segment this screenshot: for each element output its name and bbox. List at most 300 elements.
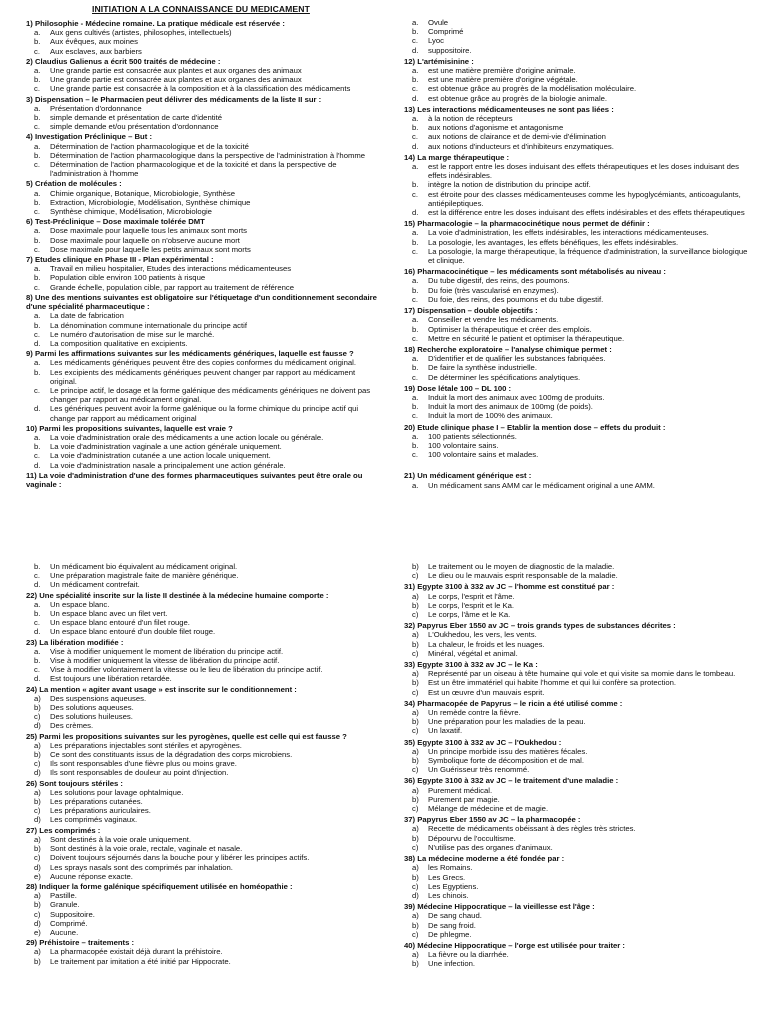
question: 16) Pharmacocinétique – les médicaments sont métabolisés au niveau : bbox=[404, 267, 666, 277]
answer-option bbox=[26, 358, 384, 367]
answer-option bbox=[26, 433, 384, 442]
answer-option bbox=[26, 656, 384, 665]
option-text: Aux gens cultivés (artistes, philosophes, intellectuels) bbox=[50, 28, 232, 38]
option-letter: d) bbox=[412, 890, 419, 900]
answer-option bbox=[404, 238, 754, 247]
answer-option bbox=[26, 442, 384, 451]
answer-option bbox=[404, 747, 754, 756]
option-letter: c) bbox=[412, 648, 419, 658]
option-letter: b. bbox=[34, 367, 41, 377]
question: 39) Médecine Hippocratique – la vieillesse est l'âge : bbox=[404, 902, 595, 912]
answer-option bbox=[404, 726, 754, 735]
answer-option bbox=[26, 122, 384, 131]
option-letter: a) bbox=[34, 947, 41, 957]
option-letter: a. bbox=[412, 431, 419, 441]
answer-option bbox=[26, 891, 384, 900]
option-letter: d. bbox=[412, 141, 419, 151]
answer-option bbox=[404, 180, 754, 189]
option-letter: a) bbox=[412, 591, 419, 601]
option-letter: b. bbox=[412, 27, 419, 37]
answer-option bbox=[404, 411, 754, 420]
option-text: Mettre en sécurité le patient et optimiser la thérapeutique. bbox=[428, 333, 625, 343]
option-text: La chaleur, le froids et les nuages. bbox=[428, 639, 545, 649]
question: 38) La médecine moderne a été fondée par : bbox=[404, 854, 565, 864]
answer-option bbox=[404, 354, 754, 363]
option-letter: b. bbox=[412, 123, 419, 133]
answer-option bbox=[404, 228, 754, 237]
option-text: Dose maximale pour laquelle on n'observe aucune mort bbox=[50, 235, 240, 245]
option-text: Les médicaments génériques peuvent être des copies conformes du médicament original. bbox=[50, 358, 356, 368]
option-text: Un médicament sans AMM car le médicament original a une AMM. bbox=[428, 480, 655, 490]
option-text: La pharmacopée existait déjà durant la préhistoire. bbox=[50, 947, 223, 957]
answer-option bbox=[404, 921, 754, 930]
option-text: La posologie, les avantages, les effets bénéfiques, les effets indésirables. bbox=[428, 237, 679, 247]
top-left-column bbox=[26, 18, 384, 489]
question: 36) Egypte 3100 à 332 av JC – le traitement d'une maladie : bbox=[404, 776, 619, 786]
answer-option bbox=[404, 66, 754, 75]
option-text: Aux évêques, aux moines bbox=[50, 37, 139, 47]
option-letter: c) bbox=[412, 765, 419, 775]
option-text: Est un être immatériel qui habite l'homme et qui lui confère sa protection. bbox=[428, 678, 677, 688]
option-text: La voie d'administration orale des médicaments a une action locale ou générale. bbox=[50, 432, 324, 442]
option-text: Est toujours une libération retardée. bbox=[50, 674, 172, 684]
option-letter: c. bbox=[34, 329, 40, 339]
answer-option bbox=[26, 207, 384, 216]
answer-option bbox=[404, 276, 754, 285]
question: 27) Les comprimés : bbox=[26, 825, 101, 835]
option-text: Grande échelle, population cible, par rapport au traitement de référence bbox=[50, 282, 295, 292]
option-letter: c. bbox=[412, 411, 418, 421]
option-letter: a. bbox=[412, 66, 419, 76]
answer-option bbox=[26, 788, 384, 797]
option-text: Les sprays nasals sont des comprimés par inhalation. bbox=[50, 862, 233, 872]
option-letter: c. bbox=[34, 207, 40, 217]
option-letter: c) bbox=[412, 610, 419, 620]
answer-option bbox=[404, 873, 754, 882]
option-text: Le corps, l'esprit et l'âme. bbox=[428, 591, 515, 601]
answer-option bbox=[26, 919, 384, 928]
answer-option bbox=[26, 75, 384, 84]
option-text: Un espace blanc entouré d'un filet rouge. bbox=[50, 618, 190, 628]
option-text: est obtenue grâce au progrès de la biologie animale. bbox=[428, 93, 608, 103]
answer-option bbox=[404, 795, 754, 804]
option-text: Synthèse chimique, Modélisation, Microbiologie bbox=[50, 207, 212, 217]
option-letter: a) bbox=[34, 891, 41, 901]
option-letter: a. bbox=[412, 18, 419, 27]
answer-option bbox=[404, 393, 754, 402]
option-text: Un Guérisseur très renommé. bbox=[428, 765, 530, 775]
option-letter: b) bbox=[412, 756, 419, 766]
option-text: Le corps, l'âme et le Ka. bbox=[428, 610, 511, 620]
option-letter: c) bbox=[34, 806, 41, 816]
option-letter: b) bbox=[34, 844, 41, 854]
answer-option bbox=[26, 571, 384, 580]
option-letter: b. bbox=[34, 442, 41, 452]
option-text: Détermination de l'action pharmacologique et de la toxicité et dans la perspective de l'administration à l'homme bbox=[50, 160, 337, 179]
option-letter: b. bbox=[34, 75, 41, 85]
answer-option bbox=[26, 562, 384, 571]
answer-option bbox=[26, 66, 384, 75]
answer-option bbox=[26, 815, 384, 824]
option-text: Des solutions aqueuses. bbox=[50, 703, 134, 713]
option-letter: a. bbox=[412, 162, 419, 172]
option-letter: b. bbox=[412, 363, 419, 373]
option-text: est étroite pour des classes médicamenteuses comme les hypoglycémiants, anticoagulants, antiépileptiques. bbox=[428, 189, 741, 208]
option-text: Un remède contre la fièvre. bbox=[428, 708, 521, 718]
option-text: Dose maximale pour laquelle les petits animaux sont morts bbox=[50, 244, 251, 254]
option-letter: d. bbox=[34, 338, 41, 348]
option-letter: b) bbox=[412, 920, 419, 930]
question: 19) Dose létale 100 – DL 100 : bbox=[404, 383, 512, 393]
answer-option bbox=[26, 600, 384, 609]
answer-option bbox=[404, 843, 754, 852]
answer-option bbox=[26, 368, 384, 386]
question: 11) La voie d'administration d'une des formes pharmaceutiques suivantes peut être orale ou vaginale : bbox=[26, 470, 363, 489]
answer-option bbox=[404, 834, 754, 843]
option-text: La fièvre ou la diarrhée. bbox=[428, 950, 509, 960]
question: 7) Etudes clinique en Phase III - Plan expérimental : bbox=[26, 255, 214, 265]
option-letter: a. bbox=[34, 188, 41, 198]
option-letter: a. bbox=[412, 392, 419, 402]
question: 2) Claudius Galienus a écrit 500 traités de médecine : bbox=[26, 56, 221, 66]
answer-option bbox=[26, 647, 384, 656]
answer-option bbox=[26, 339, 384, 348]
option-letter: c. bbox=[412, 372, 418, 382]
option-text: Une préparation pour les maladies de la peau. bbox=[428, 717, 586, 727]
answer-option bbox=[404, 84, 754, 93]
option-text: Un médicament bio équivalent au médicament original. bbox=[50, 562, 238, 571]
option-text: De déterminer les spécifications analytiques. bbox=[428, 372, 581, 382]
answer-option bbox=[404, 804, 754, 813]
option-letter: b) bbox=[412, 600, 419, 610]
option-text: aux notions d'agonisme et antagonisme bbox=[428, 123, 564, 133]
option-letter: c. bbox=[34, 160, 40, 170]
option-text: Une infection. bbox=[428, 959, 476, 969]
answer-option bbox=[404, 123, 754, 132]
option-letter: b. bbox=[34, 609, 41, 619]
option-letter: b) bbox=[412, 794, 419, 804]
option-letter: d. bbox=[412, 45, 419, 55]
option-letter: c) bbox=[412, 804, 419, 814]
answer-option bbox=[26, 84, 384, 93]
option-text: Un laxatif. bbox=[428, 726, 463, 736]
question: 40) Médecine Hippocratique – l'orge est utilisée pour traiter : bbox=[404, 940, 625, 950]
answer-option bbox=[404, 36, 754, 45]
option-letter: b. bbox=[412, 180, 419, 190]
answer-option bbox=[404, 441, 754, 450]
option-letter: a) bbox=[34, 787, 41, 797]
answer-option bbox=[26, 947, 384, 956]
option-letter: a. bbox=[34, 264, 41, 274]
option-text: Le dieu ou le mauvais esprit responsable de la maladie. bbox=[428, 571, 618, 581]
answer-option bbox=[26, 618, 384, 627]
answer-option bbox=[404, 601, 754, 610]
answer-option bbox=[26, 863, 384, 872]
answer-option bbox=[26, 910, 384, 919]
option-text: est la différence entre les doses induisant des effets indésirables et des effets thérapeutiques bbox=[428, 208, 745, 218]
option-letter: c. bbox=[34, 46, 40, 56]
option-letter: c. bbox=[412, 36, 418, 46]
answer-option bbox=[404, 678, 754, 687]
option-letter: c. bbox=[412, 294, 418, 304]
option-letter: d) bbox=[34, 721, 41, 731]
option-text: Du foie, des reins, des poumons et du tube digestif. bbox=[428, 294, 604, 304]
option-letter: a. bbox=[34, 66, 41, 76]
option-text: aux notions de clairance et de demi-vie d'élimination bbox=[428, 132, 606, 142]
answer-option bbox=[26, 404, 384, 422]
answer-option bbox=[26, 37, 384, 46]
answer-option bbox=[404, 640, 754, 649]
question: 20) Etude clinique phase I – Etablir la mention dose – effets du produit : bbox=[404, 422, 666, 432]
question: 25) Parmi les propositions suivantes sur les pyrogènes, quelle est celle qui est fausse ? bbox=[26, 731, 347, 741]
answer-option bbox=[26, 759, 384, 768]
option-letter: c) bbox=[412, 881, 419, 891]
bottom-page bbox=[0, 560, 768, 1024]
option-text: De faire la synthèse industrielle. bbox=[428, 363, 537, 373]
option-letter: b) bbox=[412, 562, 419, 571]
option-letter: a. bbox=[412, 228, 419, 238]
option-letter: b) bbox=[412, 872, 419, 882]
option-text: Pastille. bbox=[50, 891, 77, 901]
answer-option bbox=[404, 708, 754, 717]
option-text: Est un œuvre d'un mauvais esprit. bbox=[428, 687, 545, 697]
option-letter: b. bbox=[412, 402, 419, 412]
answer-option bbox=[26, 580, 384, 589]
option-letter: a) bbox=[412, 950, 419, 960]
answer-option bbox=[26, 151, 384, 160]
option-letter: c. bbox=[412, 246, 418, 256]
question: 33) Egypte 3100 à 332 av JC – le Ka : bbox=[404, 660, 538, 670]
option-text: Lyoc bbox=[428, 36, 444, 46]
option-text: Présentation d'ordonnance bbox=[50, 103, 142, 113]
option-text: 100 volontaire sains et malades. bbox=[428, 450, 539, 460]
option-text: Ils sont responsables d'une fièvre plus ou moins grave. bbox=[50, 759, 237, 769]
question: 3) Dispensation – le Pharmacien peut délivrer des médicaments de la liste II sur : bbox=[26, 94, 322, 104]
answer-option bbox=[404, 717, 754, 726]
option-text: Les comprimés vaginaux. bbox=[50, 815, 138, 825]
option-letter: c. bbox=[34, 451, 40, 461]
option-letter: a. bbox=[412, 480, 419, 490]
option-text: Vise à modifier uniquement le moment de libération du principe actif. bbox=[50, 646, 284, 656]
answer-option bbox=[26, 189, 384, 198]
answer-option bbox=[26, 330, 384, 339]
option-letter: c. bbox=[34, 122, 40, 132]
option-letter: a) bbox=[412, 785, 419, 795]
option-letter: a) bbox=[34, 740, 41, 750]
answer-option bbox=[404, 432, 754, 441]
option-letter: a. bbox=[34, 141, 41, 151]
option-letter: b) bbox=[412, 833, 419, 843]
answer-option bbox=[404, 669, 754, 678]
option-letter: d. bbox=[34, 460, 41, 470]
option-letter: a) bbox=[34, 834, 41, 844]
answer-option bbox=[404, 959, 754, 968]
option-letter: d. bbox=[34, 580, 41, 590]
answer-option bbox=[26, 226, 384, 235]
option-letter: b. bbox=[34, 37, 41, 47]
option-letter: b. bbox=[34, 562, 41, 571]
answer-option bbox=[404, 481, 754, 490]
option-text: à la notion de récepteurs bbox=[428, 114, 513, 124]
answer-option bbox=[26, 321, 384, 330]
option-letter: c. bbox=[34, 665, 40, 675]
option-letter: a. bbox=[34, 226, 41, 236]
option-letter: c. bbox=[412, 450, 418, 460]
answer-option bbox=[26, 386, 384, 404]
option-letter: a. bbox=[412, 354, 419, 364]
option-letter: b) bbox=[34, 900, 41, 910]
option-text: De sang froid. bbox=[428, 920, 476, 930]
answer-option bbox=[26, 311, 384, 320]
question: 12) L'artémisinine : bbox=[404, 56, 474, 66]
answer-option bbox=[26, 806, 384, 815]
option-letter: a) bbox=[412, 708, 419, 718]
option-letter: d) bbox=[34, 862, 41, 872]
option-text: suppositoire. bbox=[428, 45, 472, 55]
answer-option bbox=[26, 928, 384, 937]
option-letter: b. bbox=[412, 75, 419, 85]
answer-option bbox=[26, 236, 384, 245]
option-text: Induit la mort de 100% des animaux. bbox=[428, 411, 553, 421]
answer-option bbox=[26, 721, 384, 730]
option-text: Aucune. bbox=[50, 927, 79, 937]
top-right-column bbox=[404, 18, 754, 490]
option-text: Les Egyptiens. bbox=[428, 881, 479, 891]
option-letter: a. bbox=[34, 28, 41, 38]
option-text: Un principe morbide issu des matières fécales. bbox=[428, 746, 588, 756]
option-letter: b) bbox=[412, 959, 419, 969]
option-letter: c) bbox=[34, 853, 41, 863]
answer-option bbox=[404, 295, 754, 304]
answer-option bbox=[26, 750, 384, 759]
option-letter: c) bbox=[34, 759, 41, 769]
question: 37) Papyrus Eber 1550 av JC – la pharmacopée : bbox=[404, 815, 581, 825]
option-letter: b. bbox=[412, 440, 419, 450]
answer-option bbox=[404, 562, 754, 571]
question: 5) Création de molécules : bbox=[26, 179, 122, 189]
option-text: simple demande et/ou présentation d'ordonnance bbox=[50, 122, 219, 132]
question: 32) Papyrus Eber 1550 av JC – trois grands types de substances décrites : bbox=[404, 621, 676, 631]
option-letter: c) bbox=[412, 929, 419, 939]
option-letter: b. bbox=[34, 320, 41, 330]
option-text: est obtenue grâce au progrès de la modélisation moléculaire. bbox=[428, 84, 637, 94]
answer-option bbox=[404, 325, 754, 334]
option-text: Minéral, végétal et animal. bbox=[428, 648, 518, 658]
option-text: Le principe actif, le dosage et la forme galénique des médicaments génériques ne doivent pas changer par rapport au médicament original. bbox=[50, 385, 371, 405]
option-letter: c. bbox=[34, 618, 40, 628]
answer-option bbox=[26, 957, 384, 966]
option-text: 100 volontaire sains. bbox=[428, 440, 499, 450]
option-text: Optimiser la thérapeutique et créer des emplois. bbox=[428, 324, 592, 334]
option-text: Les préparations cutanées. bbox=[50, 797, 143, 807]
option-letter: e) bbox=[34, 871, 41, 881]
option-text: Vise à modifier volontairement la vitesse ou le lieu de libération du principe actif. bbox=[50, 665, 323, 675]
answer-option bbox=[404, 592, 754, 601]
answer-option bbox=[26, 245, 384, 254]
question: 28) Indiquer la forme galénique spécifiquement utilisée en homéopathie : bbox=[26, 881, 293, 891]
answer-option bbox=[26, 797, 384, 806]
answer-option bbox=[26, 835, 384, 844]
question: 23) La libération modifiée : bbox=[26, 637, 124, 647]
option-letter: b. bbox=[412, 237, 419, 247]
answer-option bbox=[404, 315, 754, 324]
question: 17) Dispensation – double objectifs : bbox=[404, 306, 538, 316]
question: 24) La mention « agiter avant usage » est inscrite sur le conditionnement : bbox=[26, 684, 297, 694]
option-letter: a) bbox=[412, 630, 419, 640]
option-text: Induit la mort des animaux de 100mg (de poids). bbox=[428, 402, 593, 412]
option-text: Des crèmes. bbox=[50, 721, 94, 731]
option-text: Aucune réponse exacte. bbox=[50, 871, 133, 881]
answer-option bbox=[26, 28, 384, 37]
answer-option bbox=[26, 198, 384, 207]
option-text: Ils sont responsables de douleur au point d'injection. bbox=[50, 768, 229, 778]
question: 14) La marge thérapeutique : bbox=[404, 152, 510, 162]
option-letter: d. bbox=[34, 627, 41, 637]
option-text: La voie d'administration nasale a principalement une action générale. bbox=[50, 460, 286, 470]
option-letter: b. bbox=[34, 235, 41, 245]
answer-option bbox=[26, 703, 384, 712]
option-text: Les préparations injectables sont stériles et apyrogènes. bbox=[50, 740, 242, 750]
option-letter: c. bbox=[34, 84, 40, 94]
option-letter: c. bbox=[412, 189, 418, 199]
answer-option bbox=[404, 911, 754, 920]
option-text: Une grande partie est consacrée aux plantes et aux organes des animaux bbox=[50, 66, 302, 76]
document-title: INITIATION A LA CONNAISSANCE DU MEDICAMENT bbox=[92, 4, 310, 14]
answer-option bbox=[26, 461, 384, 470]
answer-option bbox=[26, 283, 384, 292]
option-text: De sang chaud. bbox=[428, 911, 482, 921]
option-letter: c) bbox=[34, 712, 41, 722]
option-letter: b. bbox=[34, 150, 41, 160]
answer-option bbox=[404, 94, 754, 103]
option-text: Aux esclaves, aux barbiers bbox=[50, 46, 142, 56]
question: 29) Préhistoire – traitements : bbox=[26, 938, 135, 948]
option-text: simple demande et présentation de carte d'identité bbox=[50, 113, 222, 123]
option-text: Doivent toujours séjournés dans la bouche pour y libérer les principes actifs. bbox=[50, 853, 310, 863]
answer-option bbox=[26, 104, 384, 113]
option-text: Représenté par un oiseau à tête humaine qui vole et qui visite sa momie dans le tombeau. bbox=[428, 669, 736, 679]
option-text: Le traitement par imitation a été initié par Hippocrate. bbox=[50, 956, 231, 966]
option-letter: b. bbox=[412, 285, 419, 295]
option-letter: b) bbox=[412, 639, 419, 649]
option-text: Granule. bbox=[50, 900, 80, 910]
option-text: D'identifier et de qualifier les substances fabriquées. bbox=[428, 354, 606, 364]
option-text: Le traitement ou le moyen de diagnostic de la maladie. bbox=[428, 562, 615, 571]
answer-option bbox=[26, 674, 384, 683]
option-text: est le rapport entre les doses induisant des effets thérapeutiques et les doses induisant des effets indésirables. bbox=[428, 162, 739, 181]
option-text: Une grande partie est consacrée aux plantes et aux organes des animaux bbox=[50, 75, 302, 85]
option-text: Détermination de l'action pharmacologique et de la toxicité bbox=[50, 141, 249, 151]
answer-option bbox=[404, 610, 754, 619]
bottom-right-column bbox=[404, 562, 754, 969]
answer-option bbox=[26, 273, 384, 282]
answer-option bbox=[404, 27, 754, 36]
option-text: Une préparation magistrale faite de manière générique. bbox=[50, 571, 239, 581]
option-letter: c. bbox=[412, 132, 418, 142]
answer-option bbox=[26, 142, 384, 151]
option-text: Ovule bbox=[428, 18, 449, 27]
option-text: Vise à modifier uniquement la vitesse de libération du principe actif. bbox=[50, 656, 280, 666]
option-text: Purement par magie. bbox=[428, 794, 500, 804]
answer-option bbox=[26, 768, 384, 777]
answer-option bbox=[404, 132, 754, 141]
answer-option bbox=[404, 247, 754, 265]
option-letter: c) bbox=[412, 726, 419, 736]
option-letter: b) bbox=[34, 797, 41, 807]
option-text: N'utilise pas des organes d'animaux. bbox=[428, 842, 553, 852]
option-letter: c) bbox=[412, 687, 419, 697]
option-letter: b. bbox=[412, 324, 419, 334]
